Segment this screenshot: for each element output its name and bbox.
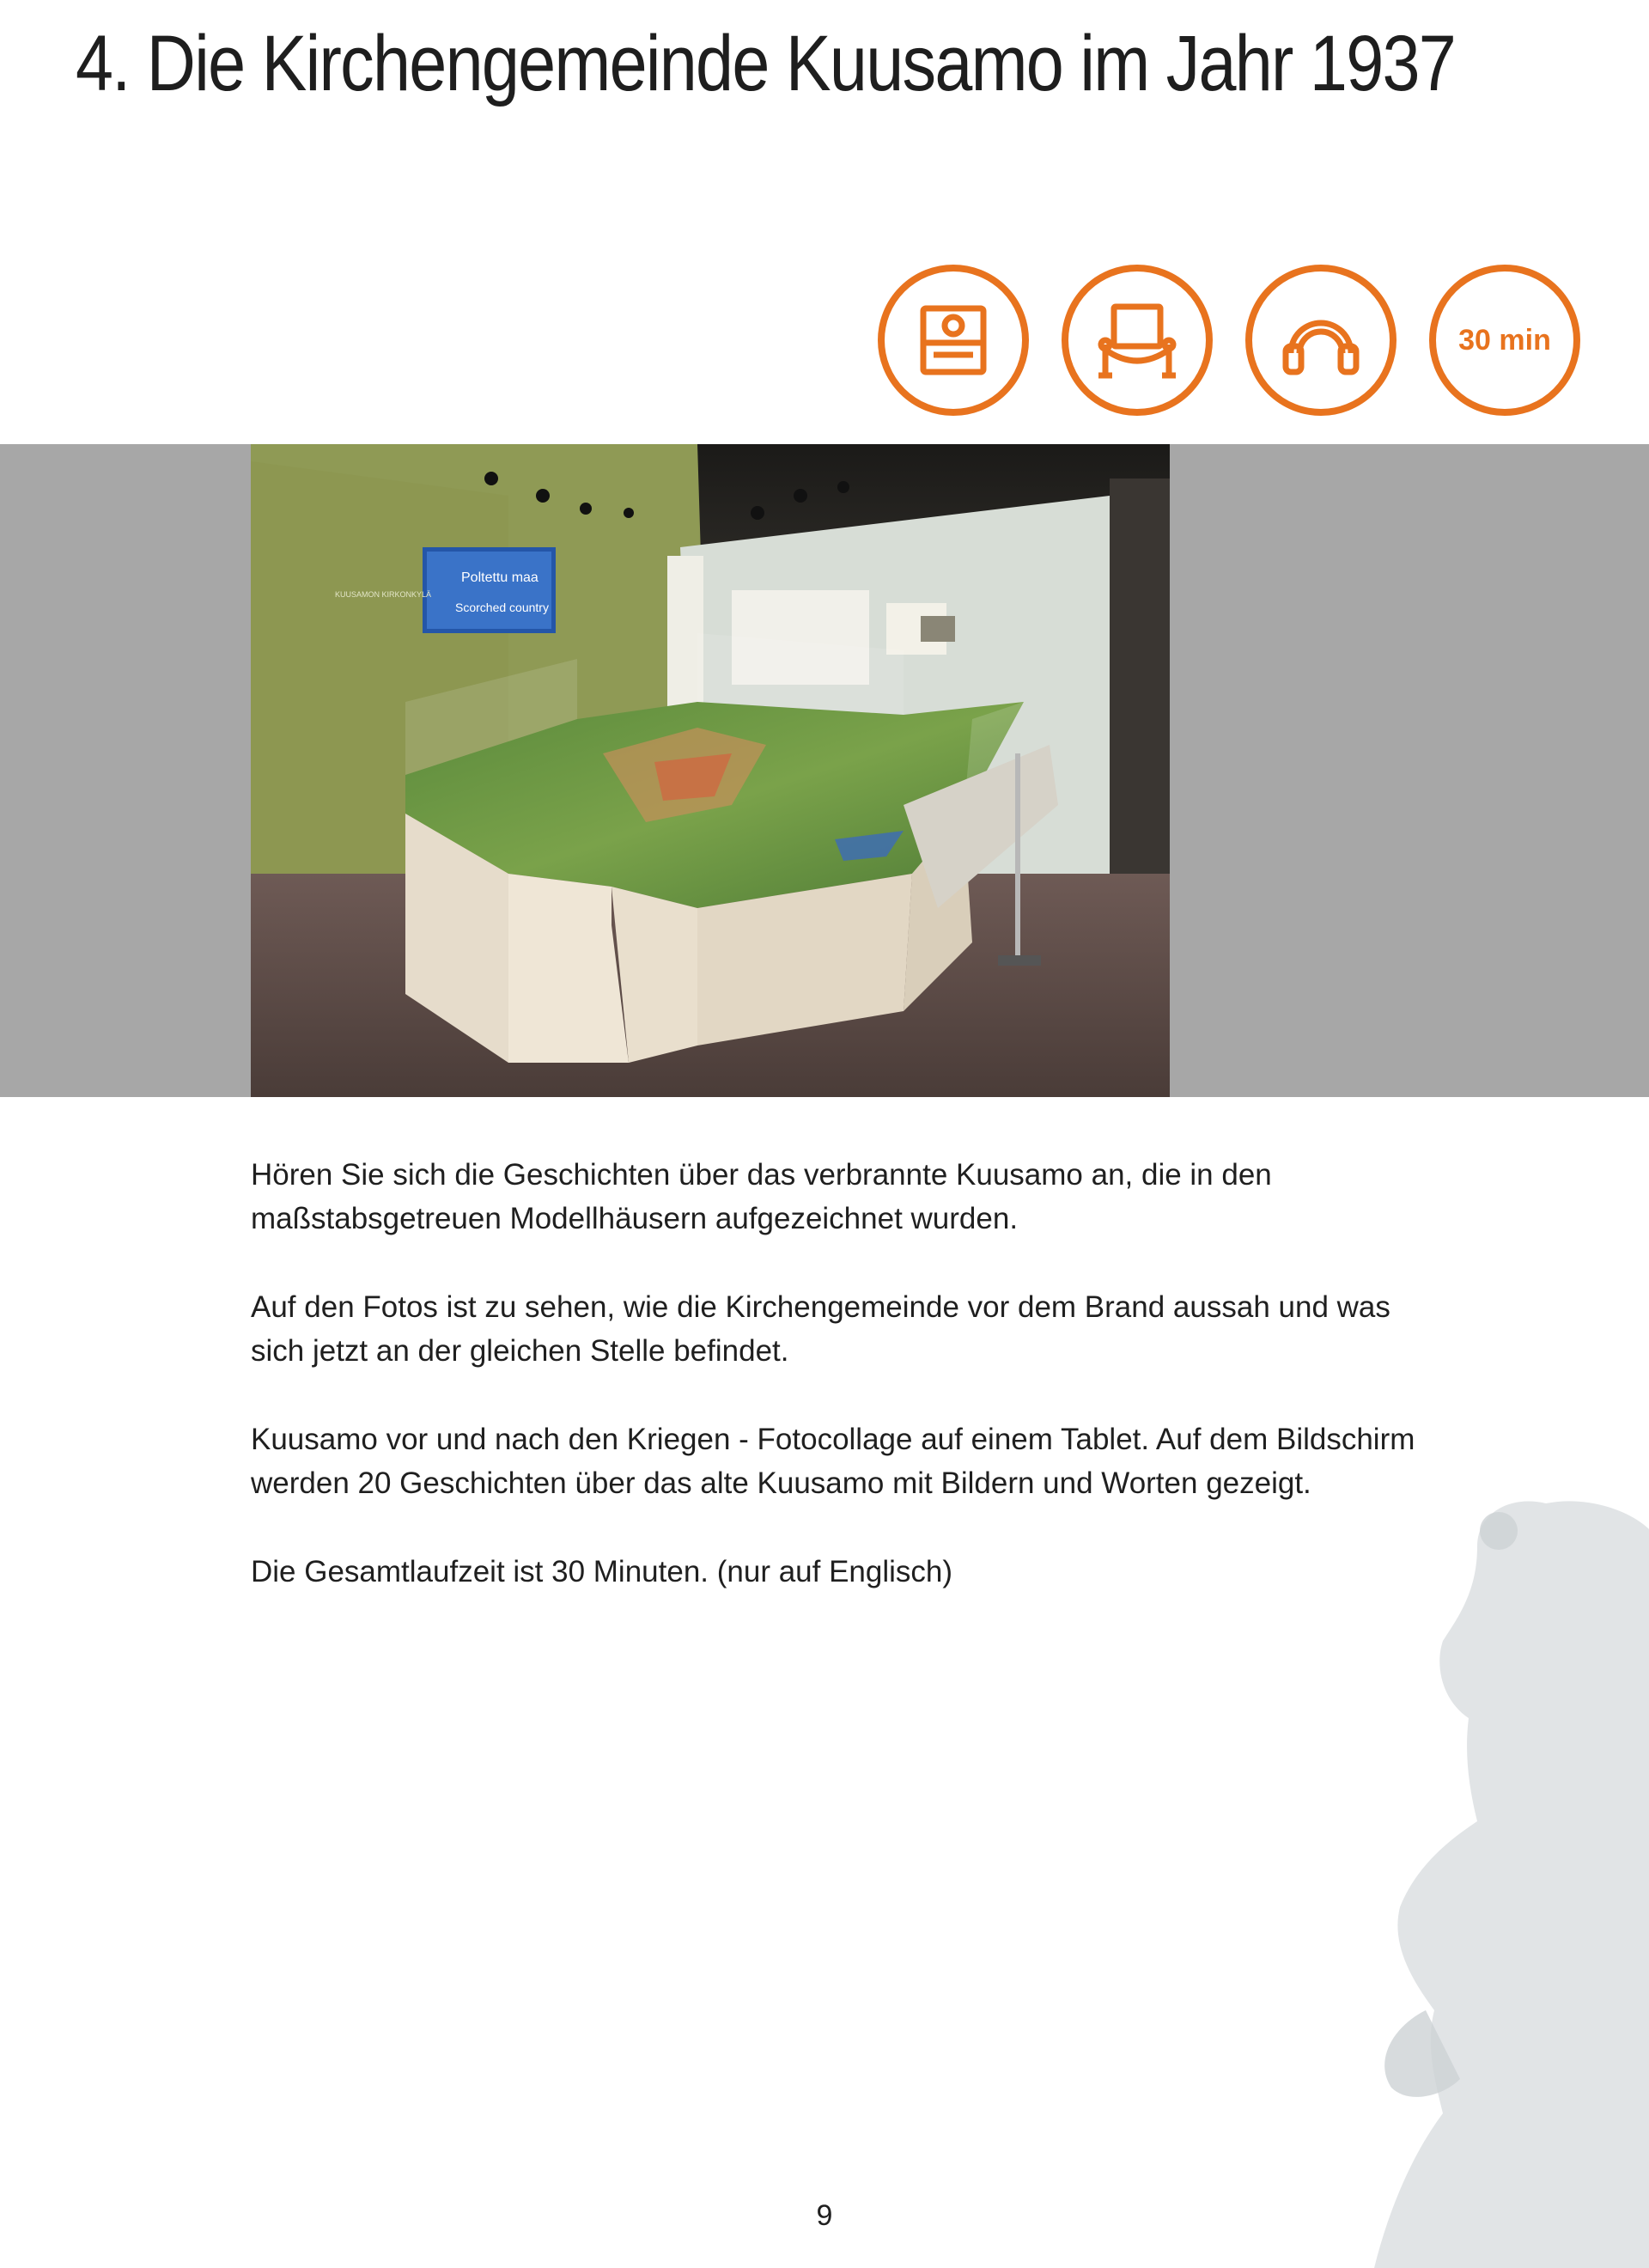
- exhibition-photo: [251, 444, 1170, 1097]
- icon-row: [878, 265, 1580, 416]
- headphones-icon: [1245, 265, 1396, 416]
- roped-exhibit-icon: [1062, 265, 1213, 416]
- paragraph-1: Hören Sie sich die Geschichten über das verbrannte Kuusamo an, die in den maßstabsgetreuen Modellhäusern aufgezeichnet wurden.: [251, 1158, 1272, 1235]
- screen-text-1: Poltettu maa: [461, 570, 539, 585]
- paragraph-4: Die Gesamtlaufzeit ist 30 Minuten. (nur auf Englisch): [251, 1555, 953, 1588]
- description-text: [251, 1153, 1436, 1638]
- page-number: 9: [816, 2199, 833, 2232]
- page-title: 4. Die Kirchengemeinde Kuusamo im Jahr 1937: [76, 20, 1456, 107]
- screen-text-2: Scorched country: [455, 601, 549, 614]
- duration-label: 30 min: [1458, 323, 1551, 357]
- wall-label: KUUSAMON KIRKONKYLÄ: [335, 590, 432, 599]
- paragraph-3: Kuusamo vor und nach den Kriegen - Fotocollage auf einem Tablet. Auf dem Bildschirm werden 20 Geschichten über das alte Kuusamo mit Bildern und Worten gezeigt.: [251, 1423, 1415, 1500]
- duration-icon: [1429, 265, 1580, 416]
- screen-display-icon: [878, 265, 1029, 416]
- bear-watermark-icon: [1340, 1495, 1649, 2268]
- paragraph-2: Auf den Fotos ist zu sehen, wie die Kirchengemeinde vor dem Brand aussah und was sich jetzt an der gleichen Stelle befindet.: [251, 1290, 1390, 1368]
